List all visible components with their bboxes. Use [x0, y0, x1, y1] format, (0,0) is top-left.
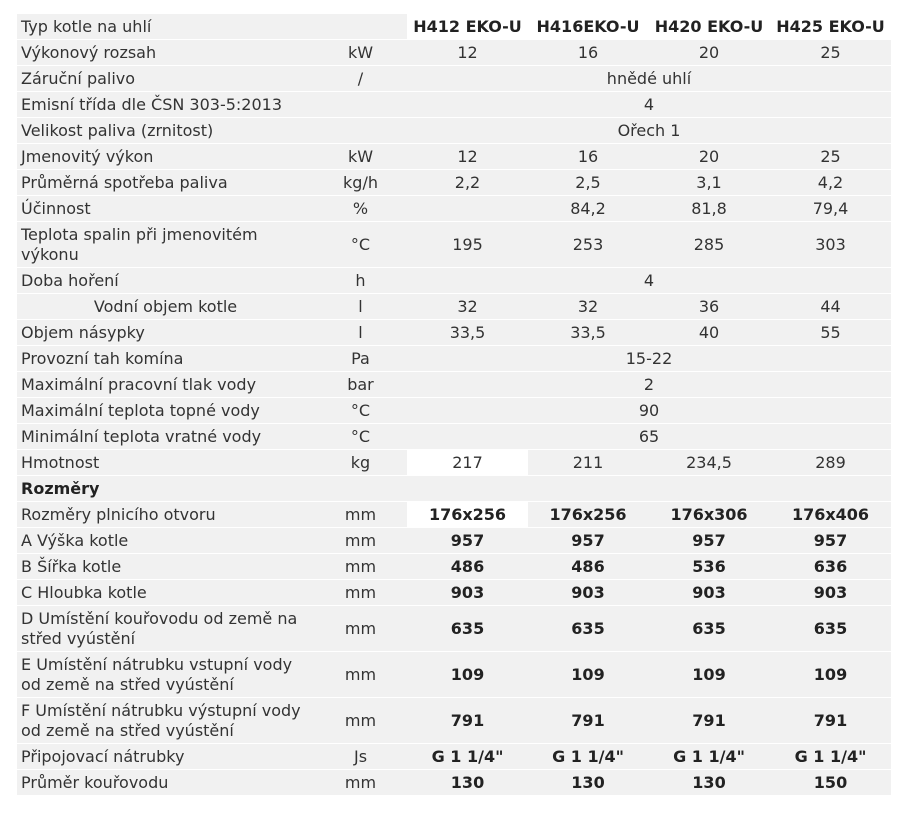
row-label: Jmenovitý výkon	[17, 144, 314, 170]
cell-value: 253	[528, 222, 648, 268]
table-row	[17, 502, 891, 528]
cell-value: 791	[648, 698, 770, 744]
cell-value-span: hnědé uhlí	[407, 66, 891, 92]
cell-value: 791	[407, 698, 528, 744]
cell-value: 791	[770, 698, 891, 744]
row-label: Průměr kouřovodu	[17, 770, 314, 796]
table-row	[17, 346, 891, 372]
cell-value: 44	[770, 294, 891, 320]
table-row	[17, 320, 891, 346]
table-row	[17, 770, 891, 796]
cell-value: 635	[528, 606, 648, 652]
cell-value: 2,5	[528, 170, 648, 196]
cell-value: 109	[648, 652, 770, 698]
model-header: H420 EKO-U	[648, 14, 770, 40]
row-label: D Umístění kouřovodu od země na střed vyústění	[17, 606, 314, 652]
row-label: Rozměry plnicího otvoru	[17, 502, 314, 528]
table-row	[17, 652, 891, 698]
row-label: E Umístění nátrubku vstupní vody od země na střed vyústění	[17, 652, 314, 698]
section-filler	[648, 476, 770, 502]
cell-value: 3,1	[648, 170, 770, 196]
cell-value: 36	[648, 294, 770, 320]
cell-value: 176x256	[407, 502, 528, 528]
cell-value: 81,8	[648, 196, 770, 222]
spec-table-container	[17, 14, 891, 796]
model-header: H425 EKO-U	[770, 14, 891, 40]
cell-value: 150	[770, 770, 891, 796]
row-label: A Výška kotle	[17, 528, 314, 554]
table-row	[17, 744, 891, 770]
cell-value-span: 65	[407, 424, 891, 450]
section-row	[17, 476, 891, 502]
row-label: B Šířka kotle	[17, 554, 314, 580]
row-label: Maximální teplota topné vody	[17, 398, 314, 424]
cell-value: 289	[770, 450, 891, 476]
cell-value-span: 90	[407, 398, 891, 424]
row-unit: kg	[314, 450, 407, 476]
table-row	[17, 580, 891, 606]
section-title: Rozměry	[17, 476, 314, 502]
cell-value: G 1 1/4"	[770, 744, 891, 770]
cell-value: G 1 1/4"	[648, 744, 770, 770]
cell-value: 130	[648, 770, 770, 796]
cell-value: 84,2	[528, 196, 648, 222]
row-label: Provozní tah komína	[17, 346, 314, 372]
table-row	[17, 424, 891, 450]
cell-value: 903	[528, 580, 648, 606]
row-unit: mm	[314, 502, 407, 528]
table-row	[17, 698, 891, 744]
cell-value: 33,5	[407, 320, 528, 346]
row-unit: Pa	[314, 346, 407, 372]
row-unit: mm	[314, 652, 407, 698]
row-unit: mm	[314, 770, 407, 796]
cell-value: 211	[528, 450, 648, 476]
row-label: Maximální pracovní tlak vody	[17, 372, 314, 398]
row-label: Teplota spalin při jmenovitém výkonu	[17, 222, 314, 268]
cell-value: 109	[528, 652, 648, 698]
header-label: Typ kotle na uhlí	[17, 14, 314, 40]
table-row	[17, 268, 891, 294]
cell-value: 16	[528, 144, 648, 170]
section-filler	[314, 476, 407, 502]
row-label: Doba hoření	[17, 268, 314, 294]
cell-value: 33,5	[528, 320, 648, 346]
cell-value: 195	[407, 222, 528, 268]
cell-value: 903	[407, 580, 528, 606]
header-unit	[314, 14, 407, 40]
row-unit: mm	[314, 606, 407, 652]
cell-value: 12	[407, 144, 528, 170]
section-filler	[407, 476, 528, 502]
cell-value: G 1 1/4"	[407, 744, 528, 770]
cell-value: G 1 1/4"	[528, 744, 648, 770]
cell-value: 109	[407, 652, 528, 698]
section-filler	[528, 476, 648, 502]
cell-value: 636	[770, 554, 891, 580]
cell-value: 234,5	[648, 450, 770, 476]
row-unit: kW	[314, 40, 407, 66]
cell-value: 176x256	[528, 502, 648, 528]
row-label: Účinnost	[17, 196, 314, 222]
row-label: Objem násypky	[17, 320, 314, 346]
cell-value: 20	[648, 40, 770, 66]
row-label: C Hloubka kotle	[17, 580, 314, 606]
table-row	[17, 294, 891, 320]
table-row	[17, 66, 891, 92]
table-row	[17, 40, 891, 66]
row-label: Záruční palivo	[17, 66, 314, 92]
section-filler	[770, 476, 891, 502]
cell-value: 957	[648, 528, 770, 554]
cell-value: 176x306	[648, 502, 770, 528]
row-label: Průměrná spotřeba paliva	[17, 170, 314, 196]
row-unit: mm	[314, 528, 407, 554]
row-label: Hmotnost	[17, 450, 314, 476]
cell-value: 285	[648, 222, 770, 268]
row-unit: /	[314, 66, 407, 92]
cell-value: 635	[407, 606, 528, 652]
row-label: Připojovací nátrubky	[17, 744, 314, 770]
cell-value: 957	[770, 528, 891, 554]
cell-value: 25	[770, 144, 891, 170]
cell-value	[407, 196, 528, 222]
cell-value-span: 4	[407, 268, 891, 294]
row-unit: kg/h	[314, 170, 407, 196]
row-label: Výkonový rozsah	[17, 40, 314, 66]
table-row	[17, 450, 891, 476]
row-unit: %	[314, 196, 407, 222]
header-row	[17, 14, 891, 40]
cell-value: 130	[407, 770, 528, 796]
cell-value-span: 4	[407, 92, 891, 118]
table-row	[17, 372, 891, 398]
cell-value: 536	[648, 554, 770, 580]
cell-value-span: 2	[407, 372, 891, 398]
table-row	[17, 528, 891, 554]
cell-value: 25	[770, 40, 891, 66]
row-label: Velikost paliva (zrnitost)	[17, 118, 314, 144]
cell-value: 130	[528, 770, 648, 796]
cell-value: 303	[770, 222, 891, 268]
table-row	[17, 398, 891, 424]
cell-value: 217	[407, 450, 528, 476]
boiler-spec-table	[17, 14, 891, 796]
cell-value: 903	[648, 580, 770, 606]
table-row	[17, 554, 891, 580]
row-unit: °C	[314, 222, 407, 268]
cell-value: 55	[770, 320, 891, 346]
cell-value: 12	[407, 40, 528, 66]
row-unit: l	[314, 294, 407, 320]
row-unit: °C	[314, 424, 407, 450]
cell-value: 903	[770, 580, 891, 606]
cell-value: 486	[407, 554, 528, 580]
table-row	[17, 606, 891, 652]
row-unit: Js	[314, 744, 407, 770]
row-unit: °C	[314, 398, 407, 424]
cell-value-span: 15-22	[407, 346, 891, 372]
model-header: H416EKO-U	[528, 14, 648, 40]
cell-value: 957	[528, 528, 648, 554]
cell-value: 486	[528, 554, 648, 580]
row-unit: kW	[314, 144, 407, 170]
row-unit	[314, 118, 407, 144]
cell-value: 32	[528, 294, 648, 320]
cell-value: 791	[528, 698, 648, 744]
cell-value: 109	[770, 652, 891, 698]
row-label: F Umístění nátrubku výstupní vody od země na střed vyústění	[17, 698, 314, 744]
cell-value: 4,2	[770, 170, 891, 196]
cell-value: 32	[407, 294, 528, 320]
row-unit: l	[314, 320, 407, 346]
cell-value: 957	[407, 528, 528, 554]
table-row	[17, 170, 891, 196]
cell-value: 16	[528, 40, 648, 66]
cell-value: 20	[648, 144, 770, 170]
row-unit: h	[314, 268, 407, 294]
cell-value: 79,4	[770, 196, 891, 222]
row-unit: mm	[314, 580, 407, 606]
row-unit: mm	[314, 554, 407, 580]
cell-value: 635	[648, 606, 770, 652]
table-row	[17, 92, 891, 118]
cell-value: 2,2	[407, 170, 528, 196]
row-unit: bar	[314, 372, 407, 398]
table-row	[17, 144, 891, 170]
model-header: H412 EKO-U	[407, 14, 528, 40]
cell-value: 176x406	[770, 502, 891, 528]
row-unit	[314, 92, 407, 118]
cell-value-span: Ořech 1	[407, 118, 891, 144]
row-label: Emisní třída dle ČSN 303-5:2013	[17, 92, 314, 118]
cell-value: 635	[770, 606, 891, 652]
row-label: Minimální teplota vratné vody	[17, 424, 314, 450]
cell-value: 40	[648, 320, 770, 346]
row-label: Vodní objem kotle	[17, 294, 314, 320]
row-unit: mm	[314, 698, 407, 744]
table-row	[17, 118, 891, 144]
table-row	[17, 196, 891, 222]
table-row	[17, 222, 891, 268]
